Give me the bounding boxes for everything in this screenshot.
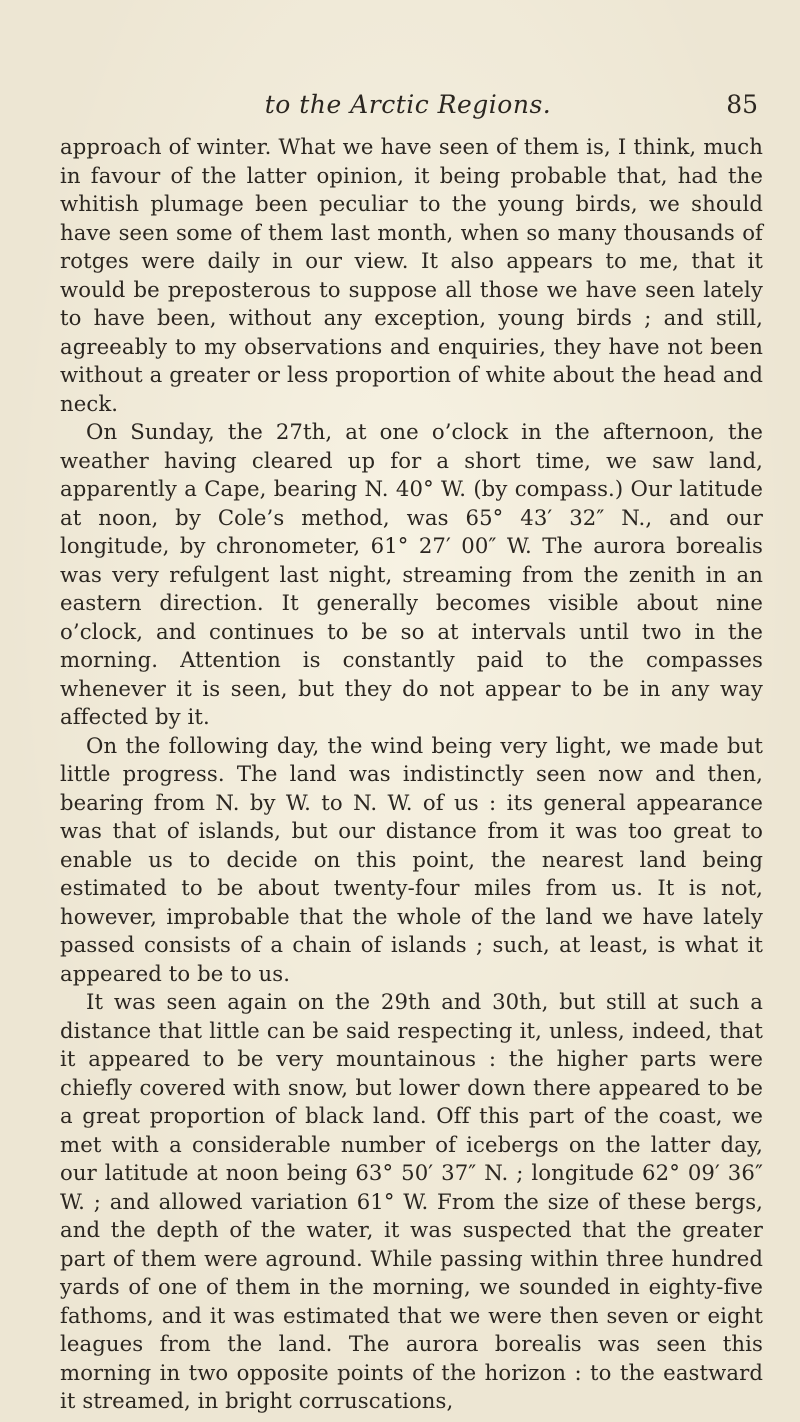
page-header	[58, 90, 758, 126]
running-title: to the Arctic Regions.	[264, 90, 552, 119]
paragraph-1: approach of winter. What we have seen of them is, I think, much in favour of the latter opinion, it being probable that, had the whitish plumage been peculiar to the young birds, we should have seen some of them last month, when so many thousands of rotges were daily in our view. It also appears to me, that it would be preposterous to suppose all those we have seen lately to have been, without any exception, young birds ; and still, agreeably to my observations and enquiries, they have not been without a greater or less proportion of white about the head and neck.	[60, 134, 763, 416]
paragraph-4: It was seen again on the 29th and 30th, but still at such a distance that little can be said respecting it, unless, indeed, that it appeared to be very mountainous : the higher parts were chiefly covered with snow, but lower down there appeared to be a great proportion of black land. Off this part of the coast, we met with a considerable number of icebergs on the latter day, our latitude at noon being 63° 50′ 37″ N. ; longitude 62° 09′ 36″ W. ; and allowed variation 61° W. From the size of these bergs, and the depth of the water, it was suspected that the greater part of them were aground. While passing within three hundred yards of one of them in the morning, we sounded in eighty-five fathoms, and it was estimated that we were then seven or eight leagues from the land. The aurora borealis was seen this morning in two opposite points of the horizon : to the eastward it streamed, in bright corruscations,	[60, 989, 763, 1413]
page-number: 85	[726, 90, 758, 119]
body-text	[60, 133, 763, 1416]
paragraph-3: On the following day, the wind being very light, we made but little progress. The land was indistinctly seen now and then, bearing from N. by W. to N. W. of us : its general appearance was that of islands, but our distance from it was too great to enable us to decide on this point, the nearest land being estimated to be about twenty-four miles from us. It is not, however, improbable that the whole of the land we have lately passed consists of a chain of islands ; such, at least, is what it appeared to be to us.	[60, 732, 763, 986]
paragraph-2: On Sunday, the 27th, at one o’clock in the afternoon, the weather having cleared up for a short time, we saw land, apparently a Cape, bearing N. 40° W. (by compass.) Our latitude at noon, by Cole’s method, was 65° 43′ 32″ N., and our longitude, by chronometer, 61° 27′ 00″ W. The aurora borealis was very refulgent last night, streaming from the zenith in an eastern direction. It generally becomes visible about nine o’clock, and continues to be so at intervals until two in the morning. Attention is constantly paid to the compasses whenever it is seen, but they do not appear to be in any way affected by it.	[60, 419, 763, 729]
